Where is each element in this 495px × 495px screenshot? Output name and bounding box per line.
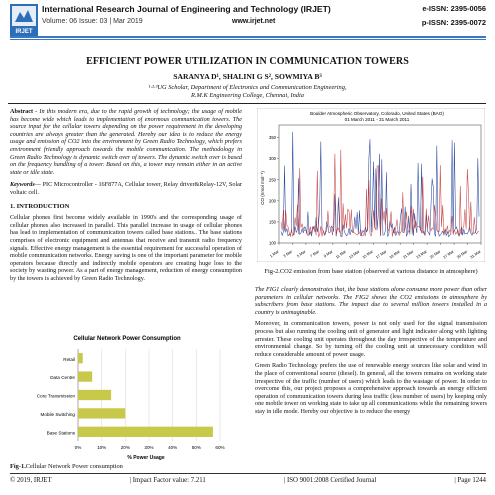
title-divider	[8, 103, 486, 104]
header-divider	[10, 36, 486, 38]
x-tick-label: 25 Mar	[429, 249, 442, 260]
y-tick-label: 300	[269, 156, 276, 162]
fig2-subtitle: 01 March 2011 - 31 March 2011	[344, 117, 410, 122]
paper-authors: SARANYA D¹, SHALINI G S², SOWMIYA B³	[173, 72, 322, 81]
affiliation-line-1: ¹·²·³UG Scholar, Department of Electronics and Communication Engineering,	[148, 84, 347, 91]
y-tick-label: 100	[269, 240, 276, 246]
logo-text: IRJET	[15, 29, 33, 35]
abstract-text: - In this modern era, due to the rapid growth of technology; the usage of mobile has become wide which leads to implementation of enormous communication towers. The source input for the cellular towers depending on the power requirement in the developing countries are always greater than the generated. Hereby our idea is to reduce the energy usage and emission of CO2 into the environment by Green Radio Technology, which prefers environment friendly approach towards the mobile communication. The methodology in Green Radio Technology is dynamic switch over of towers. The dynamic switch over is based on the frequency handling of a tower. Based on this, a tower may remain either in an active state or idle state.	[10, 108, 242, 176]
footer-divider	[10, 473, 486, 474]
y-tick-label: 350	[269, 135, 276, 141]
x-tick-label: 31 Mar	[469, 249, 482, 260]
x-tick-label: 15 Mar	[361, 249, 374, 260]
power-consumption-chart	[20, 333, 234, 463]
x-tick-label: 40%	[168, 445, 178, 450]
footer-page: | Page 1244	[454, 477, 486, 484]
right-paragraph-3: Green Radio Technology prefers the use of renewable energy sources like solar and wind in the place of conventional source (diesel). In general, all the towers remains on working state irrespective of the traffic (number of users) which leads to the wastage of power. In order to overcome this, our project proposes a comprehensive approach towards an energy efficient operation of communication towers during less traffic (less number of users) by keeping only one mobile tower on working state to take up all communications while the remaining towers stay in idle mode. Hereby our objective is to reduce the energy	[255, 362, 487, 415]
category-label: Core Transmission	[36, 393, 75, 399]
x-tick-label: 27 Mar	[442, 249, 455, 260]
chart-title: Cellular Network Power Consumption	[73, 336, 181, 342]
keywords	[10, 181, 242, 196]
x-tick-label: 5 Mar	[296, 249, 307, 259]
fig1-caption	[10, 463, 242, 470]
fig1-caption-label: Fig-1.	[10, 463, 26, 470]
pissn: p-ISSN: 2395-0072	[421, 18, 486, 27]
journal-volume: Volume: 06 Issue: 03 | Mar 2019	[42, 18, 143, 25]
right-paragraph-2: Moreover, in communication towers, power is not only used for the signal transmission process but also running the cooling unit of generator and light indicator along with lighting arrester. These cooling unit operates throughout the day irrespective of the temperature and environmental change. So by turning off the cooling unit at unnecessary condition will reduce considerable amount of power usage.	[255, 320, 487, 358]
x-tick-label: 23 Mar	[415, 249, 428, 260]
x-tick-label: 13 Mar	[348, 249, 361, 260]
irjet-logo	[10, 4, 38, 36]
fig2-ylabel: CO (nmol mol⁻¹)	[260, 171, 265, 205]
bar	[78, 353, 83, 363]
x-tick-label: 10%	[97, 445, 107, 450]
x-tick-label: 9 Mar	[323, 249, 334, 259]
intro-paragraph: Cellular phones first become widely available in 1990's and the corresponding usage of cellular phones also increased in parallel. This parallel increase in usage of cellular phones has lead to implementation of communication towers called base stations.. The base stations comprises of electronic equipment and antennas that receive and transmit radio frequency signals. Effective energy management is the essential requirement for successful operation of mobile communication networks. Energy saving is one of the important parameter for mobile operators because directly and indirectly mobile operators are creating huge loss to the society by wasting power. As a part of energy management, reduction of energy consumption by the towers is achieved by Green Radio Technology.	[10, 214, 242, 282]
paper-title: EFFICIENT POWER UTILIZATION IN COMMUNICATION TOWERS	[86, 56, 409, 67]
bar	[78, 408, 125, 418]
x-tick-label: 29 Mar	[456, 249, 469, 260]
fig2-title: Boulder Atmospheric Observatory, Colorado, United States (BAO)	[310, 111, 444, 116]
x-tick-label: 3 Mar	[282, 249, 294, 259]
eissn: e-ISSN: 2395-0056	[422, 4, 486, 13]
x-tick-label: 1 Mar	[269, 249, 280, 259]
keywords-text: — PIC Microcontroller - 16F877A, Cellular tower, Relay driver&Relay-12V, Solar voltaic cell.	[10, 181, 242, 196]
affiliation	[0, 84, 495, 100]
right-paragraph-1: The FIG1 clearly demonstrates that, the base stations alone consume more power than other parameters in cellular networks. The FIG2 shows the CO2 emissions in atmosphere by subscribers from base stations. The impact due to several million towers installed in a country is unimaginable.	[255, 286, 487, 316]
journal-website[interactable]: www.irjet.net	[232, 18, 276, 25]
abstract-label: Abstract	[10, 108, 34, 115]
header-divider-thin	[10, 39, 486, 40]
category-label: Base Stations	[46, 430, 75, 436]
footer-copyright: © 2019, IRJET	[10, 477, 52, 484]
x-tick-label: 7 Mar	[309, 249, 320, 259]
category-label: Mobile Switching	[40, 411, 75, 417]
bar	[78, 371, 92, 381]
fig1-caption-text: Cellular Network Power consumption	[25, 463, 123, 470]
x-tick-label: 30%	[144, 445, 154, 450]
y-tick-label: 250	[269, 177, 276, 183]
y-tick-label: 200	[269, 198, 276, 204]
fig2-caption: Fig-2.CO2 emission from base station (observed at various distance in atmosphere)	[264, 268, 478, 275]
x-tick-label: 17 Mar	[375, 249, 388, 260]
category-label: Retail	[63, 356, 75, 362]
footer-iso: | ISO 9001:2008 Certified Journal	[283, 477, 377, 484]
page-footer	[10, 477, 486, 484]
footer-impact: | Impact Factor value: 7.211	[129, 477, 206, 484]
x-tick-label: 11 Mar	[335, 249, 347, 260]
x-tick-label: 20%	[120, 445, 130, 450]
bar	[78, 427, 213, 437]
x-tick-label: 19 Mar	[388, 249, 401, 260]
x-tick-label: 60%	[215, 445, 225, 450]
left-column	[10, 108, 242, 286]
intro-heading: 1. INTRODUCTION	[10, 202, 70, 210]
affiliation-line-2: R.M.K Engineering College, Chennai, India	[191, 92, 304, 99]
x-tick-label: 21 Mar	[402, 249, 415, 260]
right-column	[255, 286, 487, 420]
x-tick-label: 50%	[191, 445, 201, 450]
journal-title: International Research Journal of Engineering and Technology (IRJET)	[42, 4, 331, 14]
co-emission-chart	[257, 108, 485, 262]
abstract	[10, 108, 242, 176]
x-tick-label: 0%	[74, 445, 82, 450]
chart-xlabel: % Power Usage	[127, 455, 165, 461]
category-label: Data Centre	[50, 375, 75, 381]
keywords-label: Keywords	[10, 181, 35, 189]
y-tick-label: 150	[269, 219, 276, 225]
bar	[78, 390, 111, 400]
